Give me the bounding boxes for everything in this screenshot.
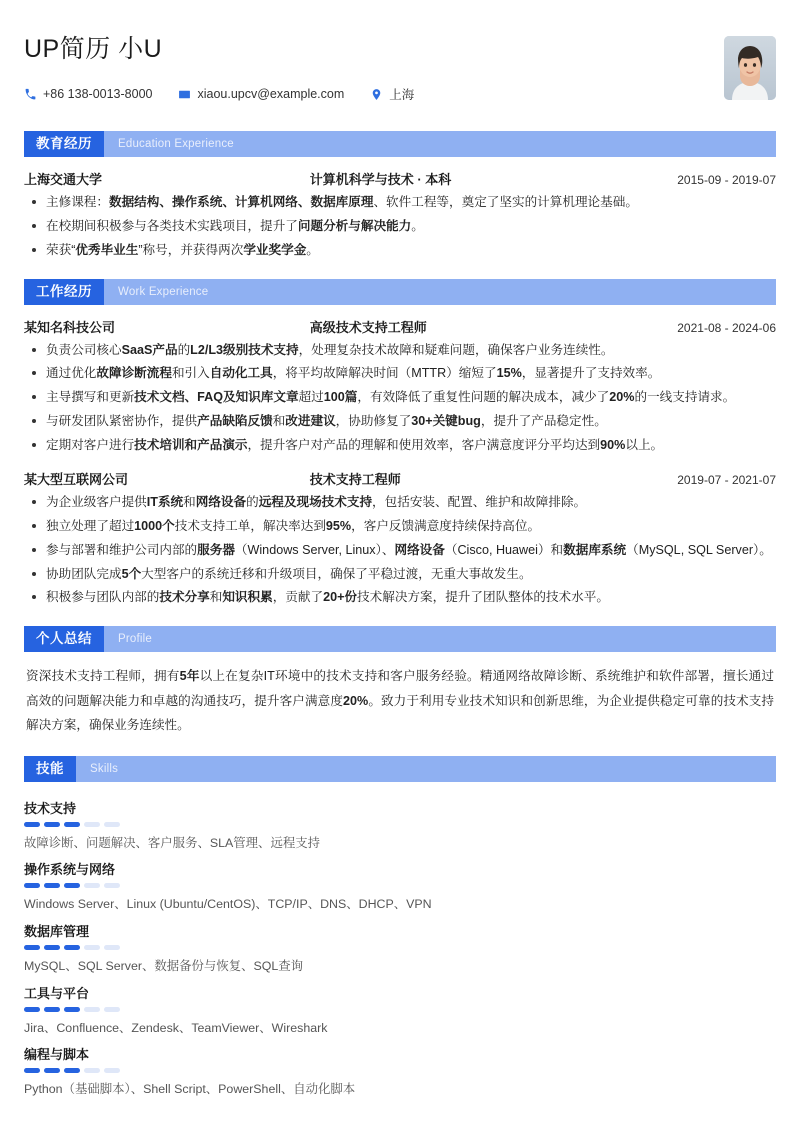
contact-location [370, 85, 414, 103]
skill-name: 数据库管理 [24, 924, 90, 940]
section-title-en: Profile [118, 633, 152, 646]
role-title: 高级技术支持工程师 [309, 319, 427, 335]
bullet-list [24, 340, 776, 456]
entry-header [24, 315, 776, 340]
skill-level-dash-empty [84, 822, 100, 827]
list-item: 在校期间积极参与各类技术实践项目，提升了问题分析与解决能力。 [24, 216, 776, 237]
bullet-list [24, 492, 776, 608]
education-entry [24, 167, 776, 260]
skill-item [24, 853, 776, 914]
contact-email-text: xiaou.upcv@example.com [197, 87, 345, 102]
list-item: 协助团队完成5个大型客户的系统迁移和升级项目，确保了平稳过渡，无重大事故发生。 [24, 564, 776, 585]
date-range: 2021-08 - 2024-06 [677, 320, 776, 335]
entry-header [24, 167, 776, 192]
skill-level-dash-filled [24, 945, 40, 950]
skill-level-dash-filled [64, 1007, 80, 1012]
skill-level-dash-filled [44, 822, 60, 827]
skill-name: 技术支持 [24, 800, 77, 816]
list-item: 为企业级客户提供IT系统和网络设备的远程及现场技术支持，包括安装、配置、维护和故障排除。 [24, 492, 776, 513]
skill-level-dash-empty [104, 1007, 120, 1012]
list-item: 通过优化故障诊断流程和引入自动化工具，将平均故障解决时间（MTTR）缩短了15%，显著提升了支持效率。 [24, 363, 776, 384]
organization-name: 上海交通大学 [24, 172, 103, 188]
section-title-en: Work Experience [118, 285, 209, 298]
section-skills [24, 756, 776, 1099]
organization-name: 某大型互联网公司 [24, 472, 129, 488]
skill-level-dash-filled [64, 822, 80, 827]
section-header-education [24, 131, 776, 157]
contact-phone [24, 87, 152, 101]
section-header-skills [24, 756, 776, 782]
skill-level-dash-empty [104, 945, 120, 950]
section-profile [24, 626, 776, 738]
contact-location-text: 上海 [389, 88, 415, 103]
section-title-en: Skills [90, 762, 119, 775]
section-education [24, 131, 776, 260]
skill-level-dash-empty [104, 822, 120, 827]
phone-icon [24, 88, 37, 101]
section-title-cn: 教育经历 [24, 131, 104, 157]
skill-level-meter [24, 883, 776, 888]
envelope-icon [178, 88, 191, 101]
role-title: 计算机科学与技术 · 本科 [309, 172, 452, 188]
skill-description: Python（基础脚本）、Shell Script、PowerShell、自动化脚本 [24, 1082, 356, 1097]
skill-level-dash-filled [44, 883, 60, 888]
skill-description: Windows Server、Linux (Ubuntu/CentOS)、TCP/IP、DNS、DHCP、VPN [24, 897, 432, 912]
skill-description: Jira、Confluence、Zendesk、TeamViewer、Wireshark [24, 1020, 328, 1035]
skill-level-dash-filled [64, 883, 80, 888]
list-item: 主导撰写和更新技术文档、FAQ及知识库文章超过100篇，有效降低了重复性问题的解决成本，减少了20%的一线支持请求。 [24, 387, 776, 408]
section-title-en: Education Experience [118, 138, 234, 151]
list-item: 荣获“优秀毕业生”称号，并获得两次学业奖学金。 [24, 240, 776, 261]
skill-list [24, 792, 776, 1099]
section-title-cn: 工作经历 [24, 279, 104, 305]
work-entry [24, 315, 776, 456]
skill-level-dash-empty [84, 883, 100, 888]
bullet-list [24, 192, 776, 260]
skill-level-dash-filled [44, 945, 60, 950]
skill-level-dash-filled [24, 1007, 40, 1012]
skill-level-dash-filled [64, 1068, 80, 1073]
avatar [724, 36, 776, 100]
skill-description: 故障诊断、问题解决、客户服务、SLA管理、远程支持 [24, 835, 321, 850]
skill-item [24, 915, 776, 976]
section-header-profile [24, 626, 776, 652]
section-header-work [24, 279, 776, 305]
skill-item [24, 792, 776, 853]
date-range: 2015-09 - 2019-07 [677, 173, 776, 188]
skill-level-dash-filled [24, 883, 40, 888]
skill-level-meter [24, 1068, 776, 1073]
list-item: 与研发团队紧密协作，提供产品缺陷反馈和改进建议，协助修复了30+关键bug，提升了产品稳定性。 [24, 411, 776, 432]
section-title-cn: 技能 [24, 756, 76, 782]
skill-level-dash-empty [84, 1068, 100, 1073]
skill-level-dash-empty [104, 883, 120, 888]
skill-level-meter [24, 945, 776, 950]
skill-level-dash-filled [24, 822, 40, 827]
contact-phone-text: +86 138-0013-8000 [43, 87, 153, 102]
skill-level-dash-filled [44, 1007, 60, 1012]
skill-item [24, 1038, 776, 1099]
skill-level-dash-empty [104, 1068, 120, 1073]
resume-header [24, 0, 776, 113]
skill-level-dash-empty [84, 1007, 100, 1012]
contact-list [24, 85, 776, 107]
list-item: 参与部署和维护公司内部的服务器（Windows Server, Linux）、网络设备（Cisco, Huawei）和数据库系统（MySQL, SQL Server）。 [24, 540, 776, 561]
list-item: 主修课程：数据结构、操作系统、计算机网络、数据库原理、软件工程等，奠定了坚实的计算机理论基础。 [24, 192, 776, 213]
skill-name: 编程与脚本 [24, 1047, 90, 1063]
work-entry [24, 467, 776, 608]
skill-description: MySQL、SQL Server、数据备份与恢复、SQL查询 [24, 959, 304, 974]
role-title: 技术支持工程师 [309, 472, 401, 488]
skill-name: 工具与平台 [24, 985, 90, 1001]
location-pin-icon [370, 88, 383, 101]
list-item: 负责公司核心SaaS产品的L2/L3级别技术支持，处理复杂技术故障和疑难问题，确保客户业务连续性。 [24, 340, 776, 361]
skill-level-dash-filled [24, 1068, 40, 1073]
skill-level-meter [24, 1007, 776, 1012]
section-work [24, 279, 776, 609]
section-title-cn: 个人总结 [24, 626, 104, 652]
date-range: 2019-07 - 2021-07 [677, 473, 776, 488]
contact-email [178, 87, 344, 101]
list-item: 独立处理了超过1000个技术支持工单，解决率达到95%，客户反馈满意度持续保持高位。 [24, 516, 776, 537]
skill-item [24, 977, 776, 1038]
skill-level-dash-filled [44, 1068, 60, 1073]
skill-level-dash-filled [64, 945, 80, 950]
page-title: UP简历 小U [24, 35, 163, 63]
skill-name: 操作系统与网络 [24, 862, 116, 878]
skill-level-meter [24, 822, 776, 827]
organization-name: 某知名科技公司 [24, 319, 116, 335]
skill-level-dash-empty [84, 945, 100, 950]
list-item: 定期对客户进行技术培训和产品演示，提升客户对产品的理解和使用效率，客户满意度评分平均达到90%以上。 [24, 435, 776, 456]
list-item: 积极参与团队内部的技术分享和知识积累，贡献了20+份技术解决方案，提升了团队整体的技术水平。 [24, 587, 776, 608]
entry-header [24, 467, 776, 492]
profile-summary-text: 资深技术支持工程师，拥有5年以上在复杂IT环境中的技术支持和客户服务经验。精通网络故障诊断、系统维护和软件部署，擅长通过高效的问题解决能力和卓越的沟通技巧，提升客户满意度20%。致力于利用专业技术知识和创新思维，为企业提供稳定可靠的技术支持解决方案，确保业务连续性。 [26, 669, 775, 733]
